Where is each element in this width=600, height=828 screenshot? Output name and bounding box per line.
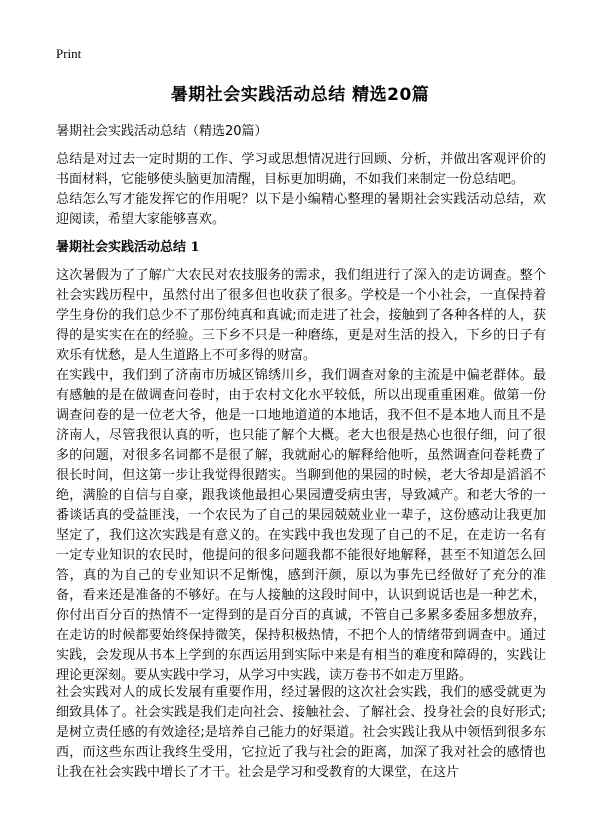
document-title: 暑期社会实践活动总结 精选20篇 xyxy=(170,85,430,105)
body-paragraph: 社会实践对人的成长发展有重要作用，经过暑假的这次社会实践，我们的感受就更为细致具体了。社会实践是我们走向社会、接触社会、了解社会、投身社会的良好形式;是树立责任感的有效途径;是培养自己能力的好渠道。社会实践让我从中领悟到很多东西，而这些东西让我终生受用，它拉近了我与社会的距离，加深了我对社会的感情也让我在社会实践中增长了才干。社会是学习和受教育的大课堂，在这片 xyxy=(56,685,546,780)
body-paragraph: 在实践中，我们到了济南市历城区锦绣川乡，我们调查对象的主流是中偏老群体。最有感触的是在做调查问卷时，由于农村文化水平较低，所以出现重重困难。做第一份调查问卷的是一位老大爷，他是一口地地道道的本地话，我不但不是本地人而且不是济南人，尽管我很认真的听，也只能了解个大概。老大也很是热心也很仔细，问了很多的问题，对很多名词都不是很了解，我就耐心的解释给他听，虽然调查问卷耗费了很长时间，但这第一步让我觉得很踏实。当聊到他的果园的时候，老大爷却是滔滔不绝，满脸的自信与自豪，跟我谈他最担心果园遭受病虫害，导致减产。和老大爷的一番谈话真的受益匪浅，一个农民为了自己的果园兢兢业业一辈子，这份感动让我更加坚定了，我们这次实践是有意义的。在实践中我也发现了自己的不足，在走访一名有一定专业知识的农民时，他提问的很多问题我都不能很好地解释，甚至不知道怎么回答，真的为自己的专业知识不足惭愧，感到汗颜，原以为事先已经做好了充分的准备，看来还是准备的不够好。在与人接触的这段时间中，认识到说话也是一种艺术，你付出百分百的热情不一定得到的是百分百的真诚，不管自己多累多委屈多想放弃，在走访的时候都要始终保持微笑，保持积极热情，不把个人的情绪带到调查中。通过实践，会发现从书本上学到的东西运用到实际中来是有相当的难度和障碍的，实践让理论更深刻。要从实践中学习，从学习中实践，读万卷书不如走万里路。 xyxy=(56,368,546,683)
body-paragraph: 这次暑假为了了解广大农民对农技服务的需求，我们组进行了深入的走访调查。整个社会实践历程中，虽然付出了很多但也收获了很多。学校是一个小社会，一直保持着学生身份的我们总少不了那份纯真和真诚;而走进了社会，接触到了各种各样的人，获得的是实实在在的经验。三下乡不只是一种磨练，更是对生活的投入，下乡的日子有欢乐有忧愁，是人生道路上不可多得的财富。 xyxy=(56,268,546,363)
intro-paragraph: 总结是对过去一定时期的工作、学习或思想情况进行回顾、分析，并做出客观评价的书面材料，它能够使头脑更加清醒，目标更加明确，不如我们来制定一份总结吧。 xyxy=(56,152,546,187)
intro-paragraph: 总结怎么写才能发挥它的作用呢？以下是小编精心整理的暑期社会实践活动总结，欢迎阅读，希望大家能够喜欢。 xyxy=(56,192,546,227)
section-heading: 暑期社会实践活动总结 1 xyxy=(56,240,200,255)
document-subtitle: 暑期社会实践活动总结（精选20篇） xyxy=(56,124,268,139)
print-link[interactable]: Print xyxy=(56,46,82,61)
